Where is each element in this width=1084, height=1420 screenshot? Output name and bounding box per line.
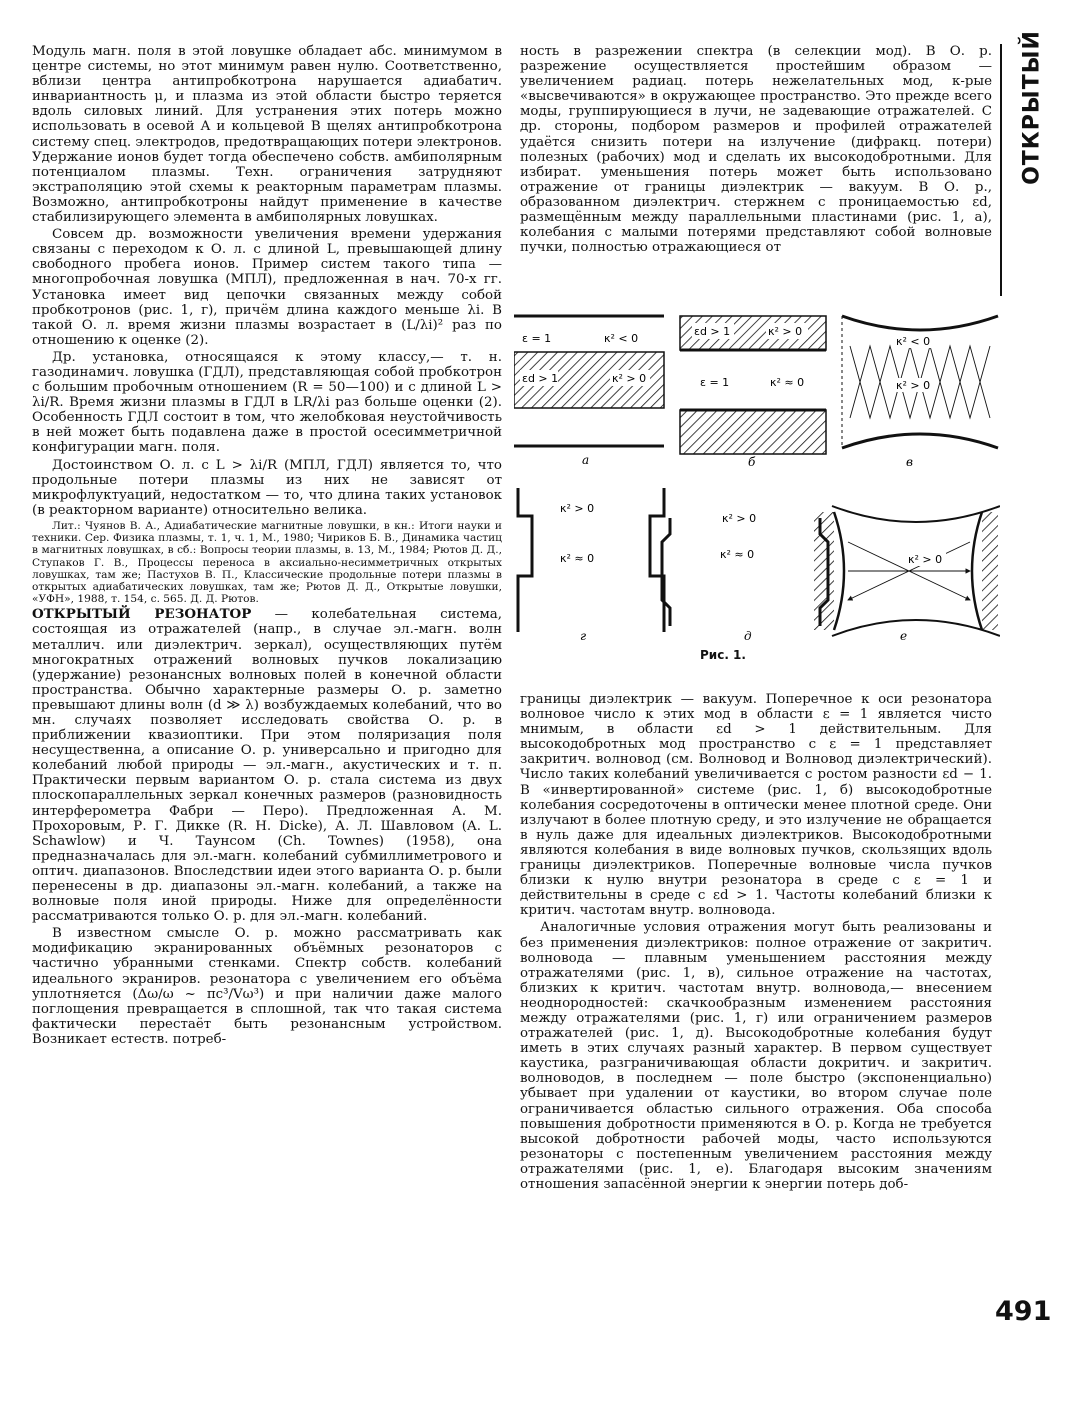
label-kappa-neg: κ² < 0 — [896, 335, 931, 348]
panel-f — [814, 506, 1000, 643]
running-head — [1004, 30, 1060, 190]
label-kappa-pos: κ² > 0 — [908, 553, 943, 566]
panel-label-b: б — [748, 455, 756, 469]
panel-e — [662, 512, 828, 643]
paragraph: Аналогичные условия отражения могут быть реализованы и без применения диэлектриков: полное отражение от закритич. волновода — плавным уменьшением расстояния между отражателями (рис. 1, в), сильное отражение на частотах, близких к критич. частотам внутр. волновода,— внесением неоднородностей: скачкообразным изменением расстояния между отражателями (рис. 1, г) или ограничением размеров отражателей (рис. 1, д). Высокодобротные колебания будут иметь в этих случаях разный характер. В первом существует каустика, разграничивающая области докритич. и закритич. волноводов, в последнем — поле быстро (экспоненциально) убывает при удалении от каустики, во втором случае поле ограничивается областью сильного отражения. Оба способа повышения добротности применяются в О. р. Когда не требуется высокой добротности рабочей моды, часто используются резонаторы с постепенным увеличением расстояния между отражателями (рис. 1, е). Благодаря высоким значениям отношения запасённой энергии к энергии потерь доб- — [520, 920, 992, 1192]
label-kappa-zero: κ² ≈ 0 — [720, 548, 755, 561]
label-kappa-neg: κ² < 0 — [604, 332, 639, 345]
panel-label-e: д — [744, 629, 752, 643]
entry-title: ОТКРЫТЫЙ РЕЗОНАТОР — [32, 606, 252, 623]
right-column-upper — [520, 44, 992, 257]
label-kappa-pos: κ² > 0 — [560, 502, 595, 515]
panel-label-d: г — [580, 629, 587, 643]
panel-label-f: е — [900, 629, 908, 643]
panel-label-a: а — [582, 453, 590, 467]
label-kappa-pos: κ² > 0 — [896, 379, 931, 392]
right-column-lower — [520, 692, 992, 1194]
panel-c — [842, 316, 998, 469]
label-kappa-zero: κ² ≈ 0 — [560, 552, 595, 565]
running-head-rule — [1000, 44, 1002, 296]
label-kappa-pos: κ² > 0 — [612, 372, 647, 385]
bibliography: Лит.: Чуянов В. А., Адиабатические магнитные ловушки, в кн.: Итоги науки и техники. Сер. Физика плазмы, т. 1, ч. 1, М., 1980; Чириков Б. В., Динамика частиц в магнитных ловушках, в сб.: Вопросы теории плазмы, в. 13, М., 1984; Рютов Д. Д., Ступаков Г. В., Процессы переноса в аксиально-несимметричных открытых ловушках, там же; Пастухов В. П., Классические продольные потери плазмы в открытых адиабатических ловушках, там же; Рютов Д. Д., Открытые ловушки, «УФН», 1988, т. 154, с. 565. Д. Д. Рютов. — [32, 519, 502, 606]
paragraph: ность в разрежении спектра (в селекции мод). В О. р. разрежение осуществляется простейшим образом — увеличением радиац. потерь нежелательных мод, к-рые «высвечиваются» в окружающее пространство. Это прежде всего моды, группирующиеся в лучи, не задевающие отражателей. С др. стороны, подбором размеров и профилей отражателей удаётся снизить потери на излучение (дифракц. потери) полезных (рабочих) мод и сделать их высокодобротными. Для избират. уменьшения потерь может быть использовано отражение от границы диэлектрик — вакуум. В О. р., образованном диэлектрич. стержнем с проницаемостью εd, размещённым между параллельными пластинами (рис. 1, а), колебания с малыми потерями представляют собой волновые пучки, полностью отражающиеся от — [520, 44, 992, 256]
paragraph: границы диэлектрик — вакуум. Поперечное к оси резонатора волновое число κ этих мод в области ε = 1 является чисто мнимым, в области εd > 1 действительным. Для высокодобротных мод пространство с ε = 1 представляет закритич. волновод (см. Волновод и Волновод диэлектрический). Число таких колебаний увеличивается с ростом разности εd − 1. В «инвертированной» системе (рис. 1, б) высокодобротные колебания сосредоточены в оптически менее плотной среде. Они излучают в более плотную среду, и это излучение не обращается в нуль даже для идеальных диэлектриков. Высокодобротными являются колебания в виде волновых пучков, скользящих вдоль границы диэлектриков. Поперечные волновые числа пучков близки к нулю внутри резонатора в среде с ε = 1 и действительны в среде с εd > 1. Частоты колебаний близки к критич. частотам внутр. волновода. — [520, 692, 993, 919]
label-kappa-pos: κ² > 0 — [722, 512, 757, 525]
panel-d — [518, 488, 664, 643]
entry-definition: — колебательная система, состоящая из отражателей (напр., в случае эл.-магн. волн металлич. или диэлектрич. зеркал), осуществляющих путём многократных отражений волновых пучков локализацию (удержание) резонансных волновых полей в конечной области пространства. Обычно характерные размеры О. р. заметно превышают длины волн (d ≫ λ) возбуждаемых колебаний, что во мн. случаях позволяет исследовать свойства О. р. в приближении квазиоптики. При этом поляризация поля несущественна, а описание О. р. универсально и пригодно для колебаний любой природы — эл.-магн., акустических и т. п. Практически первым вариантом О. р. стала система из двух плоскопараллельных зеркал конечных размеров (разновидность интерферометра Фабри — Перо). Предложенная А. М. Прохоровым, Р. Г. Дикке (R. H. Dicke), А. Л. Шавловом (A. L. Schawlow) и Ч. Таунсом (Ch. Townes) (1958), она предназначалась для эл.-магн. колебаний субмиллиметрового и оптич. диапазонов. Впоследствии идеи этого варианта О. р. были перенесены в др. диапазоны эл.-магн. колебаний, а также на волновые поля иной природы. Ниже для определённости рассматриваются только О. р. для эл.-магн. колебаний. — [32, 607, 502, 925]
panel-a — [514, 316, 664, 467]
label-kappa-zero: κ² ≈ 0 — [770, 376, 805, 389]
paragraph: Совсем др. возможности увеличения времени удержания связаны с переходом к О. л. с длиной L, превышающей длину свободного пробега ионов. Пример систем такого типа — многопробочная ловушка (МПЛ), предложенная в нач. 70-х гг. Установка имеет вид цепочки связанных между собой пробкотронов (рис. 1, г), причём длина каждого меньше λi. В такой О. л. время жизни плазмы возрастает в (L/λi)² раз по отношению к оценке (2). — [32, 227, 502, 348]
paragraph: Достоинством О. л. с L > λi/R (МПЛ, ГДЛ) является то, что продольные потери плазмы из них не зависят от микрофлуктуаций, недостатком — то, что длина таких установок (в реакторном варианте) относительно велика. — [32, 457, 502, 518]
panel-b — [680, 316, 826, 469]
paragraph: Модуль магн. поля в этой ловушке обладает абс. минимумом в центре системы, но этот минимум равен нулю. Соответственно, вблизи центра антипробкотрона нарушается адиабатич. инвариантность μ, и плазма из этой области быстро теряется вдоль силовых линий. Для устранения этих потерь можно использовать в осевой A и кольцевой B щелях антипробкотрона систему спец. электродов, предотвращающих потери электронов. Удержание ионов будет тогда обеспечено собств. амбиполярным потенциалом плазмы. Техн. ограничения затрудняют экстраполяцию этой схемы к реакторным параметрам плазмы. Возможно, антипробкотроны найдут применение в качестве стабилизирующего элемента в амбиполярных ловушках. — [32, 44, 502, 226]
page-number: 491 — [995, 1296, 1052, 1327]
figure-1 — [514, 306, 1000, 666]
entry-paragraph — [32, 607, 502, 924]
label-eps1: ε = 1 — [700, 376, 730, 389]
left-column — [32, 44, 502, 1049]
label-kappa-pos: κ² > 0 — [768, 325, 803, 338]
label-epsd: εd > 1 — [522, 372, 559, 385]
running-head-text: ОТКРЫТЫЙ — [1019, 30, 1045, 185]
label-epsd: εd > 1 — [694, 325, 731, 338]
paragraph: Др. установка, относящаяся к этому классу,— т. н. газодинамич. ловушка (ГДЛ), представляющая собой пробкотрон с большим пробочным отношением (R = 50—100) и с длиной L > λi/R. Время жизни плазмы в ГДЛ в LR/λi раз больше оценки (2). Особенность ГДЛ состоит в том, что желобковая неустойчивость в ней может быть подавлена даже в простой осесимметричной конфигурации магн. поля. — [32, 349, 502, 456]
label-eps1: ε = 1 — [522, 332, 552, 345]
panel-label-c: в — [906, 455, 913, 469]
figure-caption: Рис. 1. — [700, 648, 746, 662]
paragraph: В известном смысле О. р. можно рассматривать как модификацию экранированных объёмных резонаторов с частично убранными стенками. Спектр собств. колебаний идеального экраниров. резонатора с увеличением его объёма уплотняется (Δω/ω ~ πc³/Vω³) и при наличии даже малого поглощения превращается в сплошной, так что такая система фактически перестаёт быть резонансным устройством. Возникает естеств. потреб- — [32, 926, 502, 1047]
